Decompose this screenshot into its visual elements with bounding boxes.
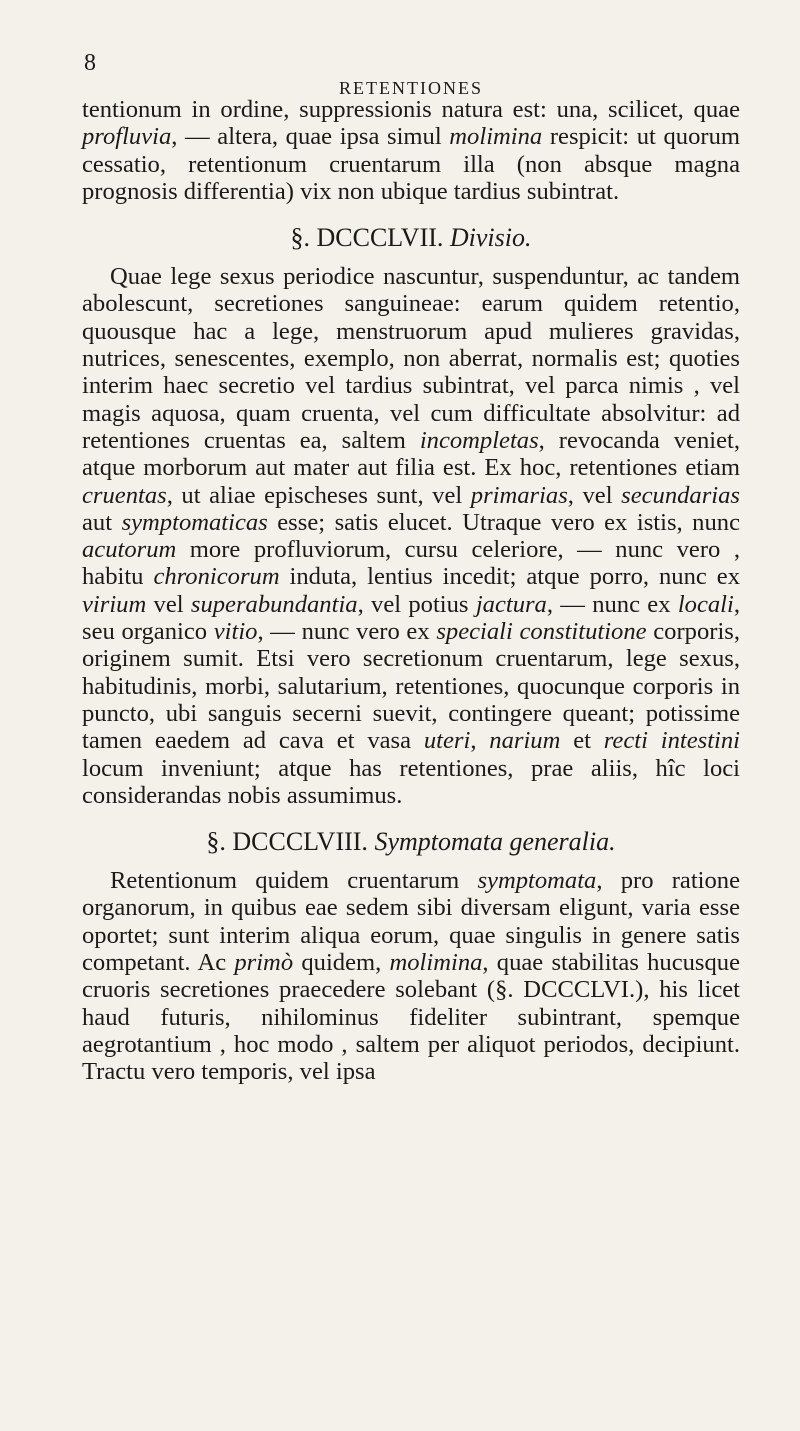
section-heading-757 (82, 223, 740, 253)
section-number: §. DCCCLVIII. (206, 827, 368, 857)
paragraph-3: Retentionum quidem cruentarum symptomata, pro ratione organorum, in quibus eae sedem sibi diversam eligunt, varia esse oportet; sunt interim aliqua eorum, quae singulis in genere satis competant. Ac primò quidem, molimina, quae stabilitas hucusque cruoris secretiones praecedere solebant (§. DCCCLVI.), his licet haud futuris, nihilominus fideliter subintrant, spemque aegrotantium , hoc modo , saltem per aliquot periodos, decipiunt. Tractu vero temporis, vel ipsa (82, 867, 740, 1086)
running-title: RETENTIONES (339, 78, 483, 98)
running-head (82, 50, 740, 96)
section-title: Divisio. (449, 223, 532, 253)
paragraph-1: tentionum in ordine, suppressionis natura est: una, scilicet, quae profluvia, — altera, quae ipsa simul molimina respicit: ut quorum cessatio, retentionum cruentarum illa (non absque magna prognosis differentia) vix non ubique tardius subintrat. (82, 96, 740, 205)
section-heading-758 (82, 827, 740, 857)
page-number: 8 (84, 50, 96, 76)
section-number: §. DCCCLVII. (290, 223, 444, 253)
section-title: Symptomata generalia. (374, 827, 616, 857)
paragraph-2: Quae lege sexus periodice nascuntur, suspenduntur, ac tandem abolescunt, secretiones sanguineae: earum quidem retentio, quousque hac a lege, menstruorum apud mulieres gravidas, nutrices, senescentes, exemplo, non aberrat, normalis est; quoties interim haec secretio vel tardius subintrat, vel parca nimis , vel magis aquosa, quam cruenta, vel cum difficultate absolvitur: ad retentiones cruentas ea, saltem incompletas, revocanda veniet, atque morborum aut mater aut filia est. Ex hoc, retentiones etiam cruentas, ut aliae epischeses sunt, vel primarias, vel secundarias aut symptomaticas esse; satis elucet. Utraque vero ex istis, nunc acutorum more profluviorum, cursu celeriore, — nunc vero , habitu chronicorum induta, lentius incedit; atque porro, nunc ex virium vel superabundantia, vel potius jactura, — nunc ex locali, seu organico vitio, — nunc vero ex speciali constitutione corporis, originem sumit. Etsi vero secretionum cruentarum, lege sexus, habitudinis, morbi, salutarium, retentiones, quocunque corporis in puncto, ubi sanguis secerni suevit, contingere queant; potissime tamen eaedem ad cava et vasa uteri, narium et recti intestini locum inveniunt; atque has retentiones, prae aliis, hîc loci considerandas nobis assumimus. (82, 263, 740, 809)
